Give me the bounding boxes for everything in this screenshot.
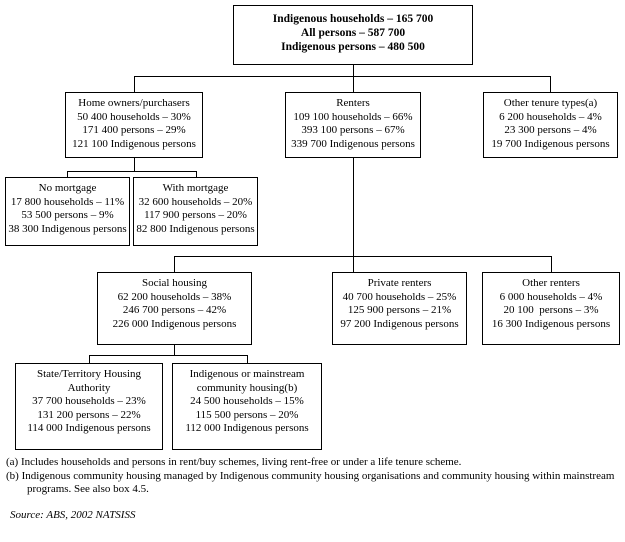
node-title: With mortgage <box>162 182 229 194</box>
node-stat: 97 200 Indigenous persons <box>340 317 459 330</box>
node-stat: 339 700 Indigenous persons <box>291 137 415 150</box>
node-stat: 38 300 Indigenous persons <box>8 222 127 235</box>
node-stat: 393 100 persons – 67% <box>301 124 405 136</box>
node-other-tenure-types <box>483 92 618 158</box>
node-stat: 6 200 households – 4% <box>499 110 602 123</box>
node-stat: 226 000 Indigenous persons <box>112 317 237 330</box>
node-title: Other renters <box>522 277 580 289</box>
node-title: Other tenure types(a) <box>503 97 598 109</box>
node-stat: 115 500 persons – 20% <box>195 408 299 421</box>
node-stat: 20 100 persons – 3% <box>503 304 599 316</box>
node-title: Private renters <box>367 277 432 289</box>
node-stat: 53 500 persons – 9% <box>21 209 114 221</box>
node-home-owners <box>65 92 203 158</box>
node-stat: 171 400 persons – 29% <box>82 124 186 136</box>
node-other-renters <box>482 272 620 345</box>
node-stat: 114 000 Indigenous persons <box>27 422 151 434</box>
footnotes <box>6 456 618 497</box>
node-stat: 109 100 households – 66% <box>293 110 413 123</box>
node-stat: All persons – 587 700 <box>300 27 406 39</box>
node-stat: 131 200 persons – 22% <box>37 408 141 421</box>
source-citation: Source: ABS, 2002 NATSISS <box>10 509 136 521</box>
footnote-a: (a) Includes households and persons in rent/buy schemes, living rent-free or under a life tenure scheme. <box>6 456 462 468</box>
node-stat: 121 100 Indigenous persons <box>72 137 196 150</box>
node-stat: 50 400 households – 30% <box>77 110 191 123</box>
node-stat: 40 700 households – 25% <box>342 290 457 303</box>
node-title: community housing(b) <box>196 381 298 394</box>
node-stat: Indigenous persons – 480 500 <box>281 41 425 53</box>
node-stat: 112 000 Indigenous persons <box>185 422 309 434</box>
node-indigenous-community-housing <box>172 363 322 450</box>
node-title: Home owners/purchasers <box>78 97 190 109</box>
node-stat: 19 700 Indigenous persons <box>491 137 610 150</box>
node-title: Indigenous or mainstream <box>189 368 305 380</box>
node-stat: 23 300 persons – 4% <box>504 124 597 136</box>
node-stat: 17 800 households – 11% <box>10 195 125 208</box>
node-stat: 82 800 Indigenous persons <box>136 222 255 235</box>
footnote-b: (b) Indigenous community housing managed by Indigenous community housing organisations and community housing within mainstream programs. See also box 4.5. <box>6 469 615 495</box>
node-stat: 6 000 households – 4% <box>499 290 603 303</box>
node-stat: 125 900 persons – 21% <box>347 304 452 316</box>
node-title: State/Territory Housing <box>36 368 142 380</box>
node-stat: 24 500 households – 15% <box>190 395 304 407</box>
node-title: Social housing <box>141 277 208 289</box>
node-stat: 117 900 persons – 20% <box>144 209 247 221</box>
node-with-mortgage <box>133 177 258 246</box>
node-stat: 37 700 households – 23% <box>32 395 146 407</box>
node-renters <box>285 92 421 158</box>
node-root-total <box>233 5 473 65</box>
node-state-territory-housing-authority <box>15 363 163 450</box>
node-social-housing <box>97 272 252 345</box>
node-stat: 62 200 households – 38% <box>117 290 232 303</box>
node-stat: Indigenous households – 165 700 <box>272 13 434 25</box>
node-stat: 16 300 Indigenous persons <box>491 317 611 330</box>
node-stat: 32 600 households – 20% <box>138 195 253 208</box>
node-title: No mortgage <box>38 182 97 194</box>
node-private-renters <box>332 272 467 345</box>
node-stat: 246 700 persons – 42% <box>122 304 227 316</box>
node-no-mortgage <box>5 177 130 246</box>
node-title: Renters <box>336 97 370 109</box>
node-title: Authority <box>67 381 111 394</box>
